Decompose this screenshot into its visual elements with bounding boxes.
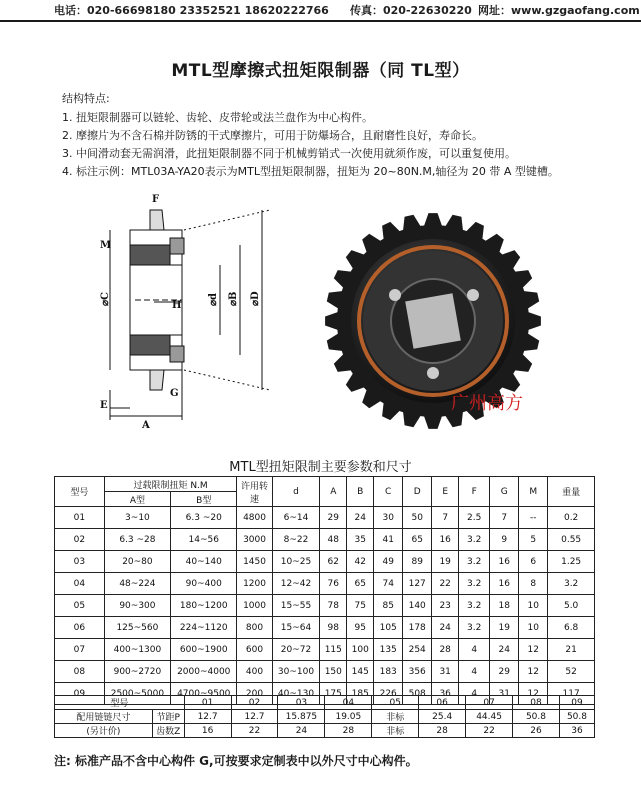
table-cell: 50	[403, 507, 432, 529]
table-cell: 7	[432, 507, 459, 529]
table-cell: 90~300	[104, 595, 170, 617]
table-cell: 1000	[237, 595, 272, 617]
table-cell: 6	[519, 551, 548, 573]
table-cell: 356	[403, 661, 432, 683]
table-cell: 175	[320, 683, 347, 705]
header-m: M	[519, 477, 548, 507]
header-d: d	[272, 477, 320, 507]
table-cell: 145	[347, 661, 374, 683]
header-g: G	[490, 477, 519, 507]
pitch-cell: 25.4	[419, 710, 466, 724]
table-cell: 6~14	[272, 507, 320, 529]
model-cell: 03	[278, 696, 325, 710]
table-cell: 85	[374, 595, 403, 617]
table-cell: 105	[374, 617, 403, 639]
dim-label-dd: ⌀D	[250, 291, 261, 306]
table-cell: 127	[403, 573, 432, 595]
table-cell: 600~1900	[171, 639, 237, 661]
table-cell: 100	[347, 639, 374, 661]
table-cell: 48	[320, 529, 347, 551]
table-cell: 4	[459, 639, 490, 661]
table-cell: 0.2	[548, 507, 595, 529]
table-cell: 95	[347, 617, 374, 639]
dim-label-d: ⌀d	[208, 292, 219, 306]
table-cell: 19	[432, 551, 459, 573]
technical-drawing	[90, 190, 290, 430]
table-cell: 226	[374, 683, 403, 705]
table-cell: 200	[237, 683, 272, 705]
model-cell: 05	[372, 696, 419, 710]
contact-header	[0, 0, 641, 20]
table-cell: 180~1200	[171, 595, 237, 617]
header-a-type: A型	[104, 492, 170, 507]
model-cell: 02	[231, 696, 278, 710]
table-cell: 36	[432, 683, 459, 705]
table-cell: 22	[432, 573, 459, 595]
table-cell: 03	[55, 551, 105, 573]
table-cell: 40~140	[171, 551, 237, 573]
model-label: 型号	[55, 696, 185, 710]
table-cell: 16	[432, 529, 459, 551]
sprocket-table	[54, 695, 595, 738]
model-cell: 06	[419, 696, 466, 710]
table-cell: 18	[490, 595, 519, 617]
table-cell: 400~1300	[104, 639, 170, 661]
table-cell: 12	[519, 639, 548, 661]
table-cell: 28	[432, 639, 459, 661]
teeth-cell: 28	[419, 724, 466, 738]
pitch-label: 节距P	[152, 710, 184, 724]
table-cell: 16	[490, 551, 519, 573]
table-cell: 10	[519, 617, 548, 639]
feature-item: 4. 标注示例：MTL03A-YA20表示为MTL型扭矩限制器，扭矩为 20~80N.M,轴径为 20 带 A 型键槽。	[62, 165, 559, 178]
features-heading: 结构特点:	[62, 92, 110, 105]
header-dd: D	[403, 477, 432, 507]
table-cell: 2500~5000	[104, 683, 170, 705]
table-cell: 8~22	[272, 529, 320, 551]
table-cell: 30	[374, 507, 403, 529]
sprocket-tooth	[423, 213, 444, 229]
table-cell: 62	[320, 551, 347, 573]
teeth-cell: 16	[184, 724, 231, 738]
table-cell: 5	[519, 529, 548, 551]
fax-text: 传真：020-22630220	[350, 4, 472, 17]
table-row	[55, 617, 595, 639]
table-cell: 800	[237, 617, 272, 639]
dim-label-m: M	[100, 240, 112, 251]
header-f: F	[459, 477, 490, 507]
table-cell: 40~130	[272, 683, 320, 705]
header-a: A	[320, 477, 347, 507]
table-cell: 20~80	[104, 551, 170, 573]
table-cell: 01	[55, 507, 105, 529]
teeth-label: 齿数Z	[152, 724, 184, 738]
table-cell: 1450	[237, 551, 272, 573]
table-row	[55, 573, 595, 595]
header-divider	[0, 20, 641, 22]
table-row	[55, 507, 595, 529]
table-cell: 2.5	[459, 507, 490, 529]
pitch-cell: 50.8	[559, 710, 594, 724]
dim-label-h: H	[172, 300, 182, 311]
dim-label-a: A	[142, 420, 150, 430]
table-cell: 224~1120	[171, 617, 237, 639]
sprocket-sub-label: (另计价)	[55, 724, 153, 738]
table-cell: 4	[459, 683, 490, 705]
dim-label-f: F	[152, 194, 160, 205]
sprocket-tooth	[423, 412, 444, 428]
table-cell: --	[519, 507, 548, 529]
table-cell: 16	[490, 573, 519, 595]
teeth-cell: 非标	[372, 724, 419, 738]
table-cell: 78	[320, 595, 347, 617]
dim-label-e: E	[100, 400, 108, 411]
table-cell: 05	[55, 595, 105, 617]
sprocket-tooth	[325, 311, 341, 332]
feature-item: 2. 摩擦片为不含石棉并防锈的干式摩擦片，可用于防爆场合，且耐磨性良好，寿命长。	[62, 129, 483, 142]
table-cell: 04	[55, 573, 105, 595]
header-weight: 重量	[548, 477, 595, 507]
feature-item: 3. 中间滑动套无需润滑，此扭矩限制器不同于机械剪销式一次使用就须作废，可以重复使用。	[62, 147, 516, 160]
table-cell: 254	[403, 639, 432, 661]
model-cell: 08	[513, 696, 560, 710]
table-cell: 12~42	[272, 573, 320, 595]
table-cell: 6.3 ~28	[104, 529, 170, 551]
table-cell: 1200	[237, 573, 272, 595]
dim-label-b: ⌀B	[228, 291, 239, 306]
table-cell: 52	[548, 661, 595, 683]
table-cell: 3~10	[104, 507, 170, 529]
model-cell: 01	[184, 696, 231, 710]
table-cell: 3.2	[459, 595, 490, 617]
table-cell: 65	[403, 529, 432, 551]
table-cell: 90~400	[171, 573, 237, 595]
table-cell: 29	[320, 507, 347, 529]
table-cell: 3.2	[459, 551, 490, 573]
sprocket-label: 配用链链尺寸	[55, 710, 153, 724]
table-cell: 06	[55, 617, 105, 639]
table-row	[55, 529, 595, 551]
table-cell: 10	[519, 595, 548, 617]
table-cell: 09	[55, 683, 105, 705]
table-cell: 1.25	[548, 551, 595, 573]
table-cell: 3.2	[459, 617, 490, 639]
table-cell: 19	[490, 617, 519, 639]
table-cell: 65	[347, 573, 374, 595]
table-cell: 117	[548, 683, 595, 705]
table-cell: 6.8	[548, 617, 595, 639]
table-cell: 41	[374, 529, 403, 551]
table-cell: 3.2	[459, 573, 490, 595]
table-cell: 23	[432, 595, 459, 617]
phone-text: 电话：020-66698180 23352521 18620222766	[54, 4, 329, 17]
model-cell: 07	[466, 696, 513, 710]
header-b-type: B型	[171, 492, 237, 507]
page-title: MTL型摩擦式扭矩限制器（同 TL型）	[171, 61, 470, 81]
teeth-cell: 22	[231, 724, 278, 738]
table-cell: 74	[374, 573, 403, 595]
table-cell: 150	[320, 661, 347, 683]
table-cell: 35	[347, 529, 374, 551]
table-cell: 5.0	[548, 595, 595, 617]
table-cell: 24	[432, 617, 459, 639]
table-cell: 24	[490, 639, 519, 661]
table-cell: 89	[403, 551, 432, 573]
table-title: MTL型扭矩限制主要参数和尺寸	[229, 460, 412, 475]
table-cell: 3.2	[459, 529, 490, 551]
footnote: 注: 标准产品不含中心构件 G,可按要求定制表中以外尺寸中心构件。	[54, 754, 418, 768]
table-cell: 21	[548, 639, 595, 661]
table-cell: 600	[237, 639, 272, 661]
table-row	[55, 639, 595, 661]
table-cell: 900~2720	[104, 661, 170, 683]
table-cell: 12	[519, 661, 548, 683]
table-cell: 185	[347, 683, 374, 705]
teeth-cell: 26	[513, 724, 560, 738]
table-cell: 14~56	[171, 529, 237, 551]
table-cell: 49	[374, 551, 403, 573]
table-cell: 10~25	[272, 551, 320, 573]
table-cell: 24	[347, 507, 374, 529]
pitch-cell: 15.875	[278, 710, 325, 724]
table-cell: 7	[490, 507, 519, 529]
teeth-cell: 24	[278, 724, 325, 738]
table-cell: 4800	[237, 507, 272, 529]
table-cell: 15~55	[272, 595, 320, 617]
table-cell: 3000	[237, 529, 272, 551]
table-cell: 140	[403, 595, 432, 617]
header-model: 型号	[55, 477, 105, 507]
table-cell: 30~100	[272, 661, 320, 683]
table-cell: 76	[320, 573, 347, 595]
dim-label-c: ⌀C	[100, 292, 111, 306]
table-cell: 400	[237, 661, 272, 683]
pitch-cell: 12.7	[231, 710, 278, 724]
sprocket-tooth	[524, 311, 540, 332]
table-cell: 0.55	[548, 529, 595, 551]
table-cell: 12	[519, 683, 548, 705]
header-b: B	[347, 477, 374, 507]
table-cell: 3.2	[548, 573, 595, 595]
table-cell: 48~224	[104, 573, 170, 595]
feature-item: 1. 扭矩限制器可以链轮、齿轮、皮带轮或法兰盘作为中心构件。	[62, 111, 373, 124]
table-cell: 29	[490, 661, 519, 683]
pitch-cell: 非标	[372, 710, 419, 724]
table-cell: 135	[374, 639, 403, 661]
pitch-cell: 44.45	[466, 710, 513, 724]
table-cell: 31	[432, 661, 459, 683]
params-table	[54, 476, 595, 705]
header-torque: 过载限制扭矩 N.M	[104, 477, 237, 492]
teeth-cell: 28	[325, 724, 372, 738]
teeth-cell: 36	[559, 724, 594, 738]
table-cell: 31	[490, 683, 519, 705]
table-cell: 6.3 ~20	[171, 507, 237, 529]
table-cell: 15~64	[272, 617, 320, 639]
table-row	[55, 661, 595, 683]
header-e: E	[432, 477, 459, 507]
table-cell: 8	[519, 573, 548, 595]
table-cell: 4	[459, 661, 490, 683]
pitch-cell: 50.8	[513, 710, 560, 724]
table-cell: 4700~9500	[171, 683, 237, 705]
teeth-cell: 22	[466, 724, 513, 738]
model-cell: 09	[559, 696, 594, 710]
table-cell: 42	[347, 551, 374, 573]
dim-label-g: G	[170, 388, 179, 399]
photo-caption: 广州高方	[451, 393, 523, 414]
table-cell: 98	[320, 617, 347, 639]
model-cell: 04	[325, 696, 372, 710]
table-row	[55, 595, 595, 617]
table-cell: 07	[55, 639, 105, 661]
table-cell: 08	[55, 661, 105, 683]
table-row	[55, 551, 595, 573]
header-speed: 许用转速	[237, 477, 272, 507]
website-text: 网址：www.gzgaofang.com	[478, 4, 640, 17]
pitch-cell: 12.7	[184, 710, 231, 724]
table-cell: 75	[347, 595, 374, 617]
table-cell: 2000~4000	[171, 661, 237, 683]
table-cell: 9	[490, 529, 519, 551]
table-cell: 20~72	[272, 639, 320, 661]
header-c: C	[374, 477, 403, 507]
table-cell: 178	[403, 617, 432, 639]
table-cell: 115	[320, 639, 347, 661]
table-cell: 02	[55, 529, 105, 551]
pitch-cell: 19.05	[325, 710, 372, 724]
product-photo	[321, 213, 545, 435]
table-cell: 125~560	[104, 617, 170, 639]
table-cell: 508	[403, 683, 432, 705]
table-cell: 183	[374, 661, 403, 683]
